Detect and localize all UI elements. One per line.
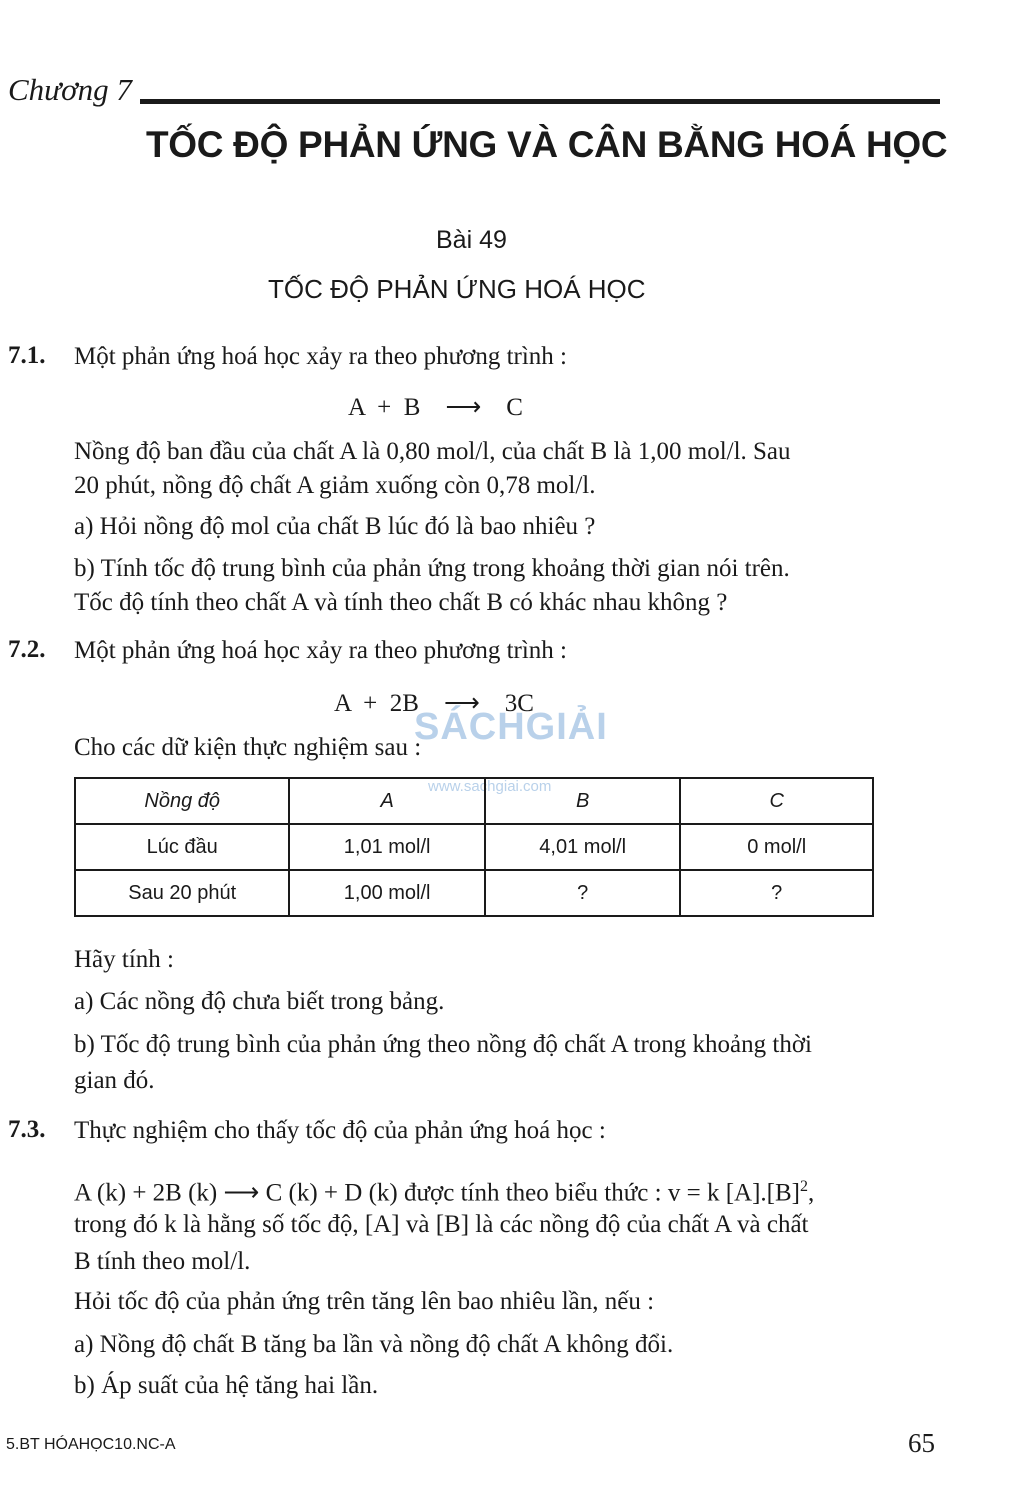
table-cell: 4,01 mol/l — [485, 824, 681, 870]
table-cell: 1,00 mol/l — [289, 870, 485, 916]
problem-7-3-text-line2: trong đó k là hằng số tốc độ, [A] và [B] là các nồng độ của chất A và chất — [74, 1211, 809, 1238]
table-cell: ? — [680, 870, 873, 916]
problem-7-3-exponent: 2 — [799, 1178, 808, 1195]
problem-7-1-equation: A + B ⟶ C — [348, 394, 523, 421]
chapter-title: TỐC ĐỘ PHẢN ỨNG VÀ CÂN BẰNG HOÁ HỌC — [146, 124, 948, 165]
lesson-number: Bài 49 — [436, 226, 507, 254]
problem-7-2-part-b-line2: gian đó. — [74, 1067, 155, 1094]
chapter-label: Chương 7 — [8, 72, 132, 107]
problem-7-3-equation-line — [74, 1170, 814, 1210]
table-row — [75, 824, 873, 870]
lesson-title: TỐC ĐỘ PHẢN ỨNG HOÁ HỌC — [268, 274, 646, 304]
problem-7-3-text-line3: B tính theo mol/l. — [74, 1248, 251, 1275]
table-header-row — [75, 778, 873, 824]
problem-7-3-intro: Thực nghiệm cho thấy tốc độ của phản ứng hoá học : — [74, 1117, 606, 1144]
watermark-brand: SÁCHGIẢI — [414, 706, 608, 748]
table-header-cell: Nồng độ — [75, 778, 289, 824]
problem-7-3-equation-text: A (k) + 2B (k) ⟶ C (k) + D (k) được tính theo biểu thức : v = k [A].[B] — [74, 1179, 800, 1207]
problem-number-7-1: 7.1. — [8, 342, 46, 369]
problem-number-7-3: 7.3. — [8, 1116, 46, 1143]
table-header-cell: B — [485, 778, 681, 824]
concentration-table — [74, 777, 874, 917]
problem-7-3-question: Hỏi tốc độ của phản ứng trên tăng lên bao nhiêu lần, nếu : — [74, 1288, 655, 1315]
table-cell: Sau 20 phút — [75, 870, 289, 916]
problem-7-2-part-a: a) Các nồng độ chưa biết trong bảng. — [74, 988, 445, 1015]
table-row — [75, 870, 873, 916]
table-header-cell: C — [680, 778, 873, 824]
problem-7-1-text-line1: Nồng độ ban đầu của chất A là 0,80 mol/l, của chất B là 1,00 mol/l. Sau — [74, 438, 791, 465]
problem-7-3-trail: , — [807, 1179, 815, 1207]
problem-7-2-equation: A + 2B ⟶ 3C — [334, 690, 534, 717]
problem-7-1-intro: Một phản ứng hoá học xảy ra theo phương trình : — [74, 343, 568, 370]
footer-book-code: 5.BT HÓAHỌC10.NC-A — [6, 1436, 176, 1453]
problem-7-2-part-b-line1: b) Tốc độ trung bình của phản ứng theo nồng độ chất A trong khoảng thời — [74, 1031, 813, 1058]
page-number: 65 — [908, 1428, 935, 1458]
table-cell: 1,01 mol/l — [289, 824, 485, 870]
table-cell: Lúc đầu — [75, 824, 289, 870]
problem-7-2-intro: Một phản ứng hoá học xảy ra theo phương trình : — [74, 637, 568, 664]
chapter-rule — [140, 99, 940, 104]
problem-7-1-part-b-line1: b) Tính tốc độ trung bình của phản ứng trong khoảng thời gian nói trên. — [74, 555, 790, 582]
problem-7-3-part-a: a) Nồng độ chất B tăng ba lần và nồng độ chất A không đổi. — [74, 1331, 674, 1358]
problem-7-2-ask: Hãy tính : — [74, 946, 174, 973]
problem-7-1-part-a: a) Hỏi nồng độ mol của chất B lúc đó là bao nhiêu ? — [74, 513, 596, 540]
problem-7-2-data-intro: Cho các dữ kiện thực nghiệm sau : — [74, 734, 422, 761]
table-cell: ? — [485, 870, 681, 916]
problem-7-1-part-b-line2: Tốc độ tính theo chất A và tính theo chất B có khác nhau không ? — [74, 589, 728, 616]
table-cell: 0 mol/l — [680, 824, 873, 870]
problem-7-1-text-line2: 20 phút, nồng độ chất A giảm xuống còn 0,78 mol/l. — [74, 472, 596, 499]
problem-7-3-part-b: b) Áp suất của hệ tăng hai lần. — [74, 1372, 379, 1399]
table-header-cell: A — [289, 778, 485, 824]
problem-number-7-2: 7.2. — [8, 636, 46, 663]
watermark-url: www.sachgiai.com — [428, 778, 552, 795]
